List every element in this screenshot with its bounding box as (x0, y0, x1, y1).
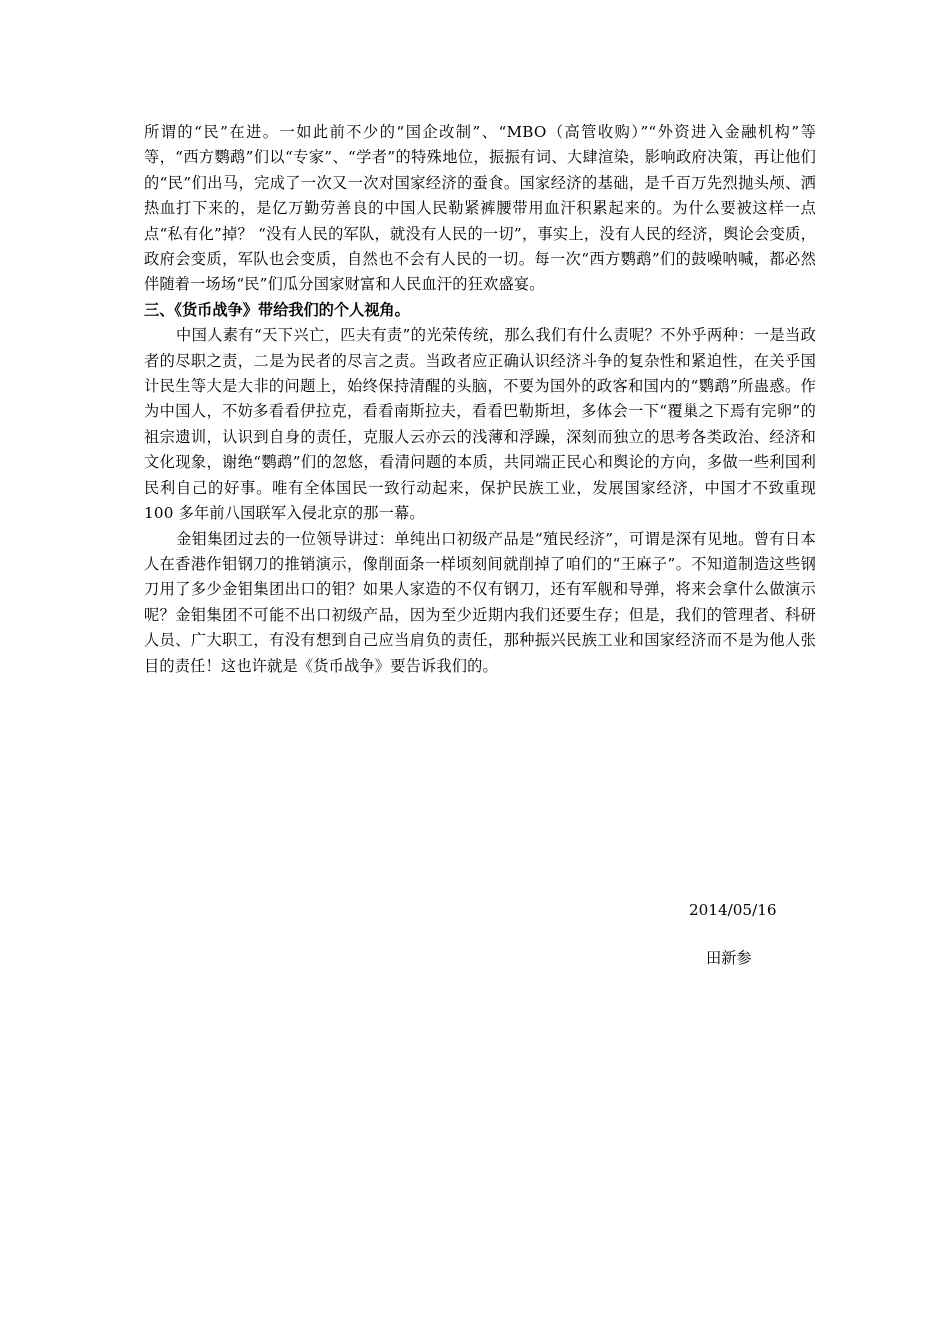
section-heading: 三、《货币战争》带给我们的个人视角。 (144, 300, 410, 319)
body-paragraph-1: 中国人素有“天下兴亡，匹夫有责”的光荣传统，那么我们有什么责呢？不外乎两种：一是当政者的尽职之责，二是为民者的尽言之责。当政者应正确认识经济斗争的复杂性和紧迫性，在关乎国计民生等大是大非的问题上，始终保持清醒的头脑，不要为国外的政客和国内的“鹦鹉”所蛊惑。作为中国人，不妨多看看伊拉克，看看南斯拉夫，看看巴勒斯坦，多体会一下“覆巢之下焉有完卵”的祖宗遗训，认识到自身的责任，克服人云亦云的浅薄和浮躁，深刻而独立的思考各类政治、经济和文化现象，谢绝“鹦鹉”们的忽悠，看清问题的本质，共同端正民心和舆论的方向，多做一些利国利民利自己的好事。唯有全体国民一致行动起来，保护民族工业，发展国家经济，中国才不致重现 100 多年前八国联军入侵北京的那一幕。 (144, 326, 816, 523)
document-date: 2014/05/16 (689, 901, 777, 919)
body-paragraph-2: 金钼集团过去的一位领导讲过：单纯出口初级产品是“殖民经济”，可谓是深有见地。曾有日本人在香港作钼钢刀的推销演示，像削面条一样顷刻间就削掉了咱们的“王麻子”。不知道制造这些钢刀用了多少金钼集团出口的钼？如果人家造的不仅有钢刀，还有军舰和导弹，将来会拿什么做演示呢？金钼集团不可能不出口初级产品，因为至少近期内我们还要生存；但是，我们的管理者、科研人员、广大职工，有没有想到自己应当肩负的责任，那种振兴民族工业和国家经济而不是为他人张目的责任！这也许就是《货币战争》要告诉我们的。 (144, 529, 816, 675)
document-author: 田新参 (706, 949, 752, 967)
intro-paragraph: 所谓的“民”在进。一如此前不少的“国企改制”、“MBO（高管收购）”“外资进入金融机构”等等，“西方鹦鹉”们以“专家”、“学者”的特殊地位，振振有词、大肆渲染，影响政府决策，再让他们的“民”们出马，完成了一次又一次对国家经济的蚕食。国家经济的基础，是千百万先烈抛头颅、洒热血打下来的，是亿万勤劳善良的中国人民勒紧裤腰带用血汗积累起来的。为什么要被这样一点点“私有化”掉？ “没有人民的军队，就没有人民的一切”，事实上，没有人民的经济，舆论会变质，政府会变质，军队也会变质，自然也不会有人民的一切。每一次“西方鹦鹉”们的鼓噪呐喊，都必然伴随着一场场“民”们瓜分国家财富和人民血汗的狂欢盛宴。 (144, 123, 816, 294)
document-body (144, 120, 816, 679)
